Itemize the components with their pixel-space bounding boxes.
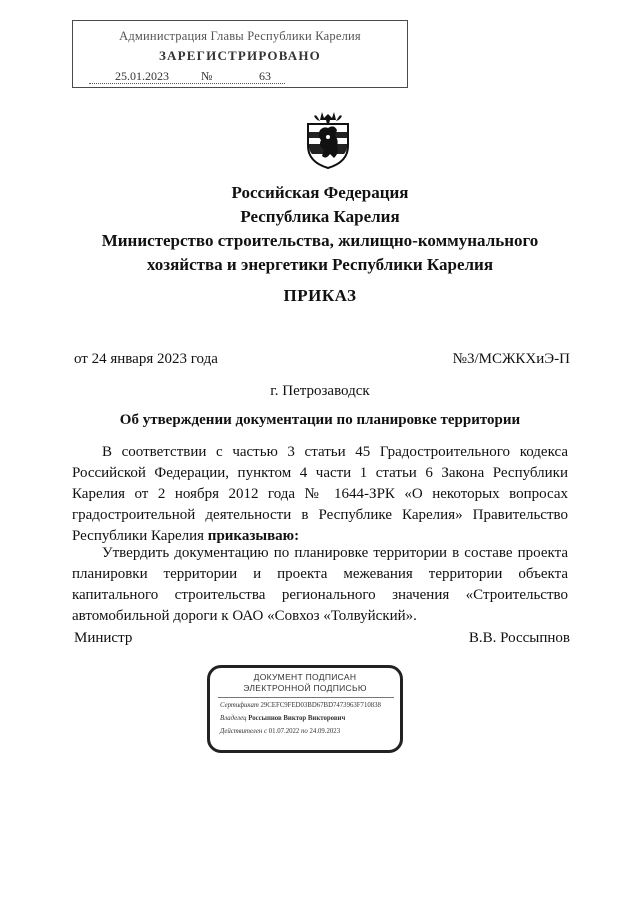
registration-number-label: № [201, 69, 213, 83]
esig-certificate [220, 702, 381, 709]
document-subject: Об утверждении документации по планировке территории [119, 412, 521, 428]
registration-authority: Администрация Главы Республики Карелия [119, 29, 361, 43]
body-paragraph-2: Утвердить документацию по планировке территории в составе проекта планировки территории и проекта межевания территории объекта капитального строительства регионального значения «Строительство автомобильной дороги к ОАО «Совхоз «Толвуйский». [72, 545, 568, 624]
esig-owner [220, 715, 345, 722]
registration-status: ЗАРЕГИСТРИРОВАНО [159, 48, 321, 63]
registration-date: 25.01.2023 [115, 69, 169, 83]
body-order-word: приказываю: [207, 528, 300, 544]
document-city: г. Петрозаводск [270, 383, 370, 399]
document-number: №3/МСЖКХиЭ-П [452, 351, 570, 367]
header-republic: Республика Карелия [240, 207, 400, 226]
signer-name: В.В. Россыпнов [468, 630, 570, 646]
esig-valid-to: 24.09.2023 [309, 728, 341, 735]
document-date: от 24 января 2023 года [74, 351, 218, 367]
esig-owner-label: Владелец [220, 715, 247, 722]
esig-heading-1: ДОКУМЕНТ ПОДПИСАН [253, 672, 357, 682]
esig-valid-label: Действителен с [220, 728, 268, 735]
header-ministry-line1: Министерство строительства, жилищно-коммунального [101, 231, 539, 250]
esig-heading-2: ЭЛЕКТРОННОЙ ПОДПИСЬЮ [243, 683, 367, 693]
esig-owner-value: Россыпнов Виктор Викторович [248, 715, 346, 722]
header-country: Российская Федерация [231, 183, 409, 202]
document-type: ПРИКАЗ [283, 286, 357, 305]
esig-valid-from: 01.07.2022 [268, 728, 300, 735]
esig-certificate-label: Сертификат [220, 702, 259, 709]
esig-separator [218, 697, 394, 698]
karelia-coat-of-arms-icon [304, 110, 352, 170]
registration-underline [89, 83, 285, 84]
signer-title: Министр [74, 630, 133, 646]
registration-stamp [72, 20, 408, 88]
registration-number: 63 [259, 69, 271, 83]
esig-certificate-value: 29CEFC9FED03BD67BD7473963F710838 [260, 702, 381, 709]
esig-validity [220, 728, 340, 735]
esig-valid-to-label: по [301, 728, 308, 735]
electronic-signature-stamp [207, 665, 403, 753]
header-ministry-line2: хозяйства и энергетики Республики Карелия [146, 255, 494, 274]
body-paragraph-1 [72, 442, 568, 547]
body-paragraph-1-text: В соответствии с частью 3 статьи 45 Градостроительного кодекса Российской Федерации, пунктом 4 части 1 статьи 6 Закона Республики Карелия от 2 ноября 2012 года № 1644-ЗРК «О некоторых вопросах градостроительной деятельности в Республике Карелия» Правительство Республики Карелия [72, 444, 568, 544]
